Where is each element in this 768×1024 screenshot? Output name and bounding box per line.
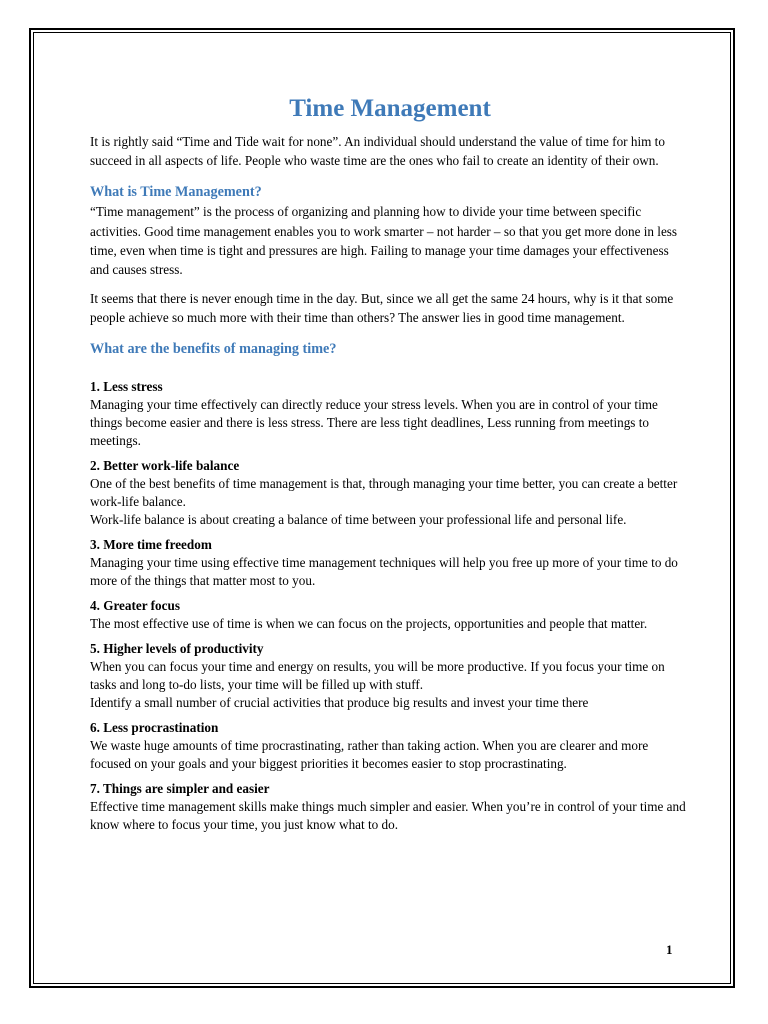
- benefit-text: Managing your time using effective time management techniques will help you free up more of your time to do more of the things that matter most to you.: [90, 554, 678, 588]
- benefit-item: [90, 535, 690, 590]
- benefit-heading: 3. More time freedom: [90, 536, 212, 552]
- benefit-item: [90, 596, 690, 633]
- benefit-text: Effective time management skills make things much simpler and easier. When you’re in control of your time and know where to focus your time, you just know what to do.: [90, 798, 686, 832]
- benefit-item: [90, 456, 690, 529]
- benefit-heading: 6. Less procrastination: [90, 719, 219, 735]
- benefit-heading: 4. Greater focus: [90, 597, 180, 613]
- section-heading-benefits: What are the benefits of managing time?: [90, 340, 337, 357]
- benefit-text: When you can focus your time and energy on results, you will be more productive. If you focus your time on tasks and long to-do lists, your time will be filled up with stuff.: [90, 658, 665, 692]
- benefit-text: One of the best benefits of time management is that, through managing your time better, you can create a better work-life balance.: [90, 475, 678, 509]
- benefit-heading: 7. Things are simpler and easier: [90, 780, 270, 796]
- benefit-item: [90, 377, 690, 450]
- benefit-item: [90, 639, 690, 712]
- benefit-text: Work-life balance is about creating a balance of time between your professional life and personal life.: [90, 511, 627, 527]
- intro-paragraph: It is rightly said “Time and Tide wait for none”. An individual should understand the value of time for him to succeed in all aspects of life. People who waste time are the ones who fail to create an identity of their own.: [90, 134, 665, 169]
- benefit-text: Identify a small number of crucial activities that produce big results and invest your time there: [90, 694, 589, 710]
- benefit-item: [90, 718, 690, 773]
- benefit-text: Managing your time effectively can directly reduce your stress levels. When you are in control of your time things become easier and there is less stress. There are less tight deadlines, Less running from meetings to meetings.: [90, 396, 658, 448]
- benefit-text: We waste huge amounts of time procrastinating, rather than taking action. When you are clearer and more focused on your goals and your biggest priorities it becomes easier to stop procrastinating.: [90, 737, 649, 771]
- section1-paragraph: “Time management” is the process of organizing and planning how to divide your time between specific activities. Good time management enables you to work smarter – not harder – so that you get more done in less time, even when time is tight and pressures are high. Failing to manage your time damages your effectiveness and causes stress.: [90, 204, 678, 278]
- page-number: 1: [666, 942, 673, 957]
- benefit-heading: 2. Better work-life balance: [90, 457, 240, 473]
- benefit-heading: 1. Less stress: [90, 378, 163, 394]
- page-title: Time Management: [289, 95, 491, 122]
- section-heading-what-is: What is Time Management?: [90, 184, 262, 201]
- benefits-list: [90, 377, 690, 834]
- document-body: [90, 90, 690, 840]
- section1-paragraph: It seems that there is never enough time in the day. But, since we all get the same 24 hours, why is it that some people achieve so much more with their time than others? The answer lies in good time management.: [90, 291, 674, 326]
- benefit-item: [90, 779, 690, 834]
- benefit-text: The most effective use of time is when we can focus on the projects, opportunities and people that matter.: [90, 615, 648, 631]
- benefit-heading: 5. Higher levels of productivity: [90, 640, 264, 656]
